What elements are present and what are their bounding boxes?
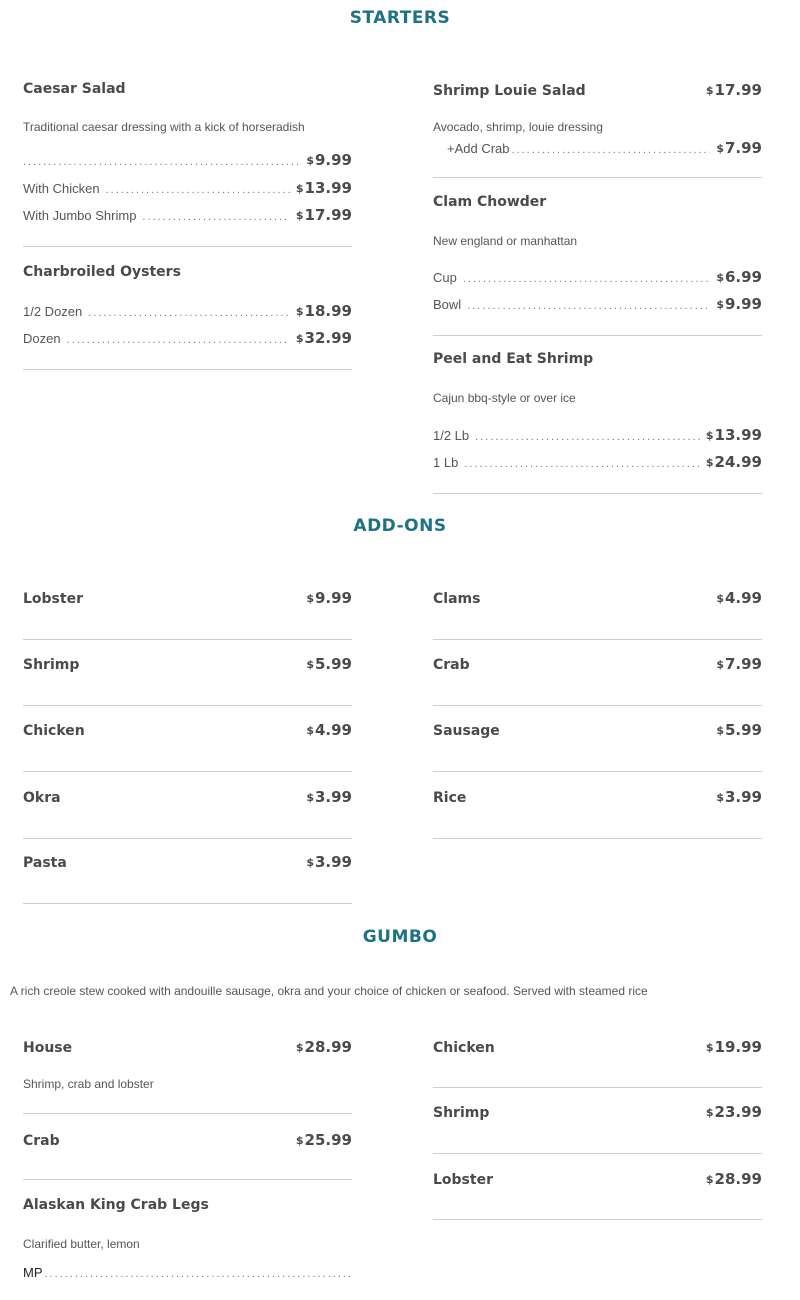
item-name-shrimp-louie-salad: Shrimp Louie Salad — [433, 83, 586, 99]
item-desc-alaskan-king-crab-legs: Clarified butter, lemon — [23, 1237, 140, 1251]
item-desc-clam-chowder: New england or manhattan — [433, 234, 578, 248]
dot-leader — [106, 184, 290, 196]
addon-item: Clams $4.99 — [433, 589, 762, 607]
dot-leader — [45, 1268, 353, 1280]
gumbo-item: Lobster $28.99 — [433, 1170, 762, 1188]
item-header-gumbo-house: House $28.99 — [23, 1038, 352, 1056]
price-row-chowder-bowl: Bowl ..... $9.99 — [433, 295, 762, 313]
divider — [23, 1179, 352, 1180]
item-name-alaskan-king-crab-legs: Alaskan King Crab Legs — [23, 1197, 209, 1213]
item-desc-caesar-salad: Traditional caesar dressing with a kick of horseradish — [23, 120, 305, 134]
divider — [433, 493, 762, 494]
divider — [433, 1087, 762, 1088]
divider — [23, 903, 352, 904]
gumbo-item: Shrimp $23.99 — [433, 1103, 762, 1121]
item-name-clam-chowder: Clam Chowder — [433, 194, 547, 210]
item-desc-shrimp-louie: Avocado, shrimp, louie dressing — [433, 120, 603, 134]
divider — [433, 177, 762, 178]
addon-item: Crab $7.99 — [433, 655, 762, 673]
section-title-gumbo: GUMBO — [362, 927, 438, 947]
section-title-add-ons: ADD-ONS — [353, 516, 447, 536]
price-row-oysters-dozen: Dozen ..... $32.99 — [23, 329, 352, 347]
divider — [23, 1113, 352, 1114]
item-price-shrimp-louie-salad: $17.99 — [705, 81, 762, 99]
item-name-charbroiled-oysters: Charbroiled Oysters — [23, 264, 181, 280]
item-name-peel-and-eat-shrimp: Peel and Eat Shrimp — [433, 351, 594, 367]
divider — [433, 838, 762, 839]
dot-leader — [475, 431, 700, 443]
divider — [433, 1153, 762, 1154]
price-row-peel-one-lb: 1 Lb ..... $24.99 — [433, 453, 762, 471]
divider — [23, 246, 352, 247]
item-header-gumbo-crab: Crab $25.99 — [23, 1131, 352, 1149]
addon-item: Pasta $3.99 — [23, 853, 352, 871]
addon-item: Chicken $4.99 — [23, 721, 352, 739]
addon-item: Sausage $5.99 — [433, 721, 762, 739]
addon-item: Lobster $9.99 — [23, 589, 352, 607]
divider — [23, 369, 352, 370]
divider — [433, 335, 762, 336]
dot-leader — [467, 300, 710, 312]
divider — [433, 639, 762, 640]
divider — [23, 838, 352, 839]
gumbo-item: Chicken $19.99 — [433, 1038, 762, 1056]
addon-item: Rice $3.99 — [433, 788, 762, 806]
price-row-caesar-plain: ..... $9.99 — [23, 151, 352, 169]
section-title-starters: STARTERS — [349, 8, 451, 28]
item-desc-gumbo-house: Shrimp, crab and lobster — [23, 1077, 154, 1091]
divider — [23, 771, 352, 772]
price-row-louie-add-crab: +Add Crab ..... $7.99 — [447, 139, 762, 157]
item-name-caesar-salad: Caesar Salad — [23, 81, 126, 97]
gumbo-intro-text: A rich creole stew cooked with andouille sausage, okra and your choice of chicken or seafood. Served with steamed rice — [10, 984, 648, 998]
item-desc-peel-and-eat-shrimp: Cajun bbq-style or over ice — [433, 391, 576, 405]
addon-item: Okra $3.99 — [23, 788, 352, 806]
divider — [433, 1219, 762, 1220]
price-row-caesar-shrimp: With Jumbo Shrimp ..... $17.99 — [23, 206, 352, 224]
dot-leader — [464, 458, 700, 470]
dot-leader — [142, 211, 289, 223]
price-row-peel-half-lb: 1/2 Lb ..... $13.99 — [433, 426, 762, 444]
divider — [23, 639, 352, 640]
price-row-caesar-chicken: With Chicken ..... $13.99 — [23, 179, 352, 197]
divider — [433, 771, 762, 772]
price-row-chowder-cup: Cup ..... $6.99 — [433, 268, 762, 286]
dot-leader — [463, 273, 710, 285]
price-row-oysters-half: 1/2 Dozen ..... $18.99 — [23, 302, 352, 320]
dot-leader — [23, 156, 300, 168]
dot-leader — [67, 334, 290, 346]
dot-leader — [88, 307, 290, 319]
item-header-shrimp-louie — [433, 81, 762, 99]
divider — [433, 705, 762, 706]
addon-item: Shrimp $5.99 — [23, 655, 352, 673]
dot-leader — [512, 144, 711, 156]
price-row-king-crab-mp: MP ..... — [23, 1265, 352, 1280]
divider — [23, 705, 352, 706]
